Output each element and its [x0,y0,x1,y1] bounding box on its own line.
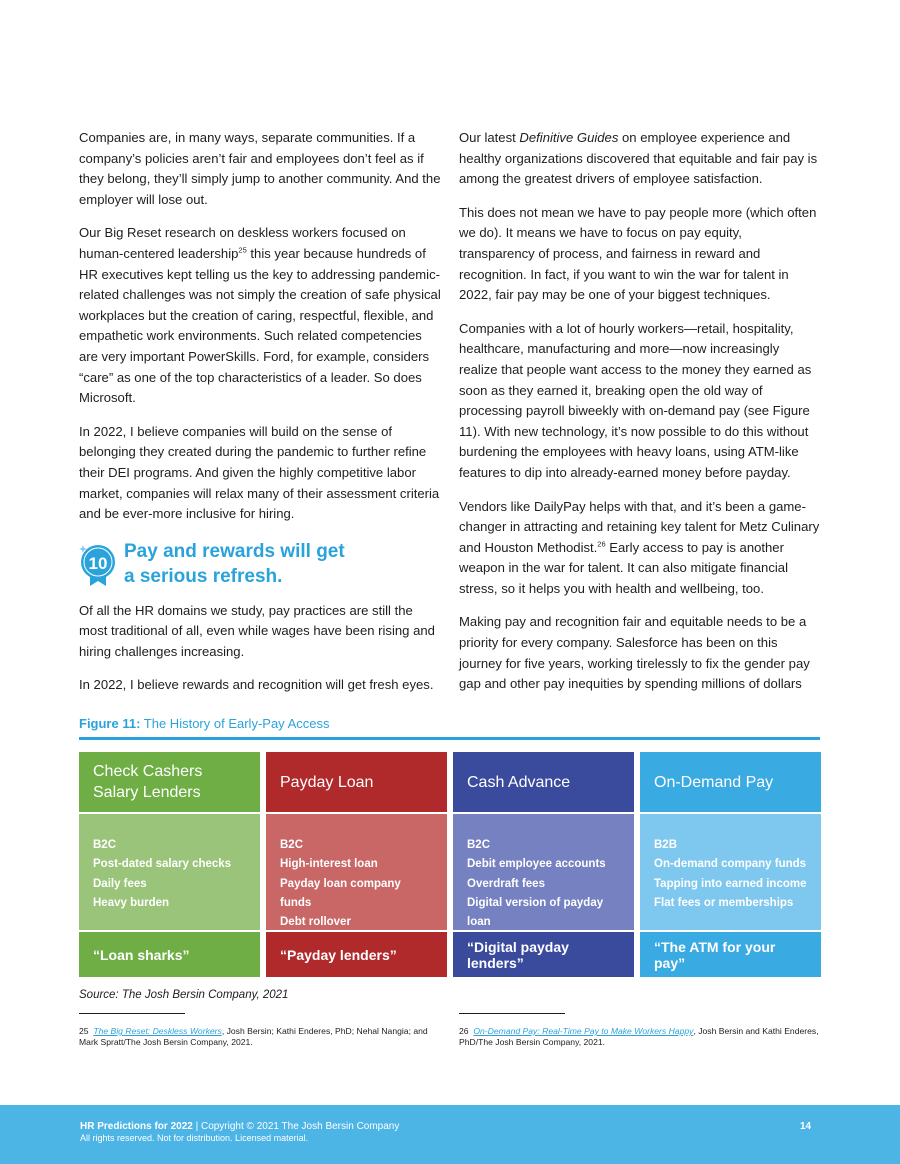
column-line: High-interest loan [280,858,378,871]
paragraph [79,223,441,408]
copyright-text: | Copyright © 2021 The Josh Bersin Company [192,1121,400,1132]
report-title: HR Predictions for 2022 [80,1121,193,1132]
section-title-line: a serious refresh. [124,565,283,587]
column-line: Digital version of payday loan [467,896,604,929]
footnote-text: , Josh Bersin and Kathi Enderes, PhD/The Josh Bersin Company, 2021. [459,1026,819,1047]
column-header: Cash Advance [453,752,634,812]
footnote-ref[interactable]: 25 [238,245,247,255]
column-header: On-Demand Pay [640,752,821,812]
column-body [79,814,260,930]
column-line: Debt rollover [280,916,351,929]
figure-title: The History of Early-Pay Access [140,716,330,731]
column-line: Flat fees or memberships [654,896,794,909]
paragraph-text: this year because hundreds of HR executives kept telling us the key to addressing pandemic-related challenges was not simply the creation of safe physical workplaces but the creation of caring, respectful, flexible, and empathetic work environments. Such related competencies are very important PowerSkills. Ford, for example, considers “care” as one of the top characteristics of a leader. So does Microsoft. [79,245,441,406]
page-number: 14 [800,1121,812,1132]
section-title-line: Pay and rewards will get [124,540,345,562]
column-line: B2C [467,839,491,851]
paragraph-text: Our Big Reset research on deskless workers focused on human-centered leadership [79,225,406,261]
paragraph: In 2022, I believe rewards and recognition will get fresh eyes. [79,677,434,693]
paragraph: Of all the HR domains we study, pay practices are still the most traditional of all, even while wages have been rising and hiring challenges increasing. [79,602,435,659]
column-header: Payday Loan [266,752,447,812]
paragraph: Companies are, in many ways, separate communities. If a company’s policies aren’t fair and employees don’t feel as if they belong, they’ll simply jump to another community. And the employer will lose out. [79,130,441,207]
right-column [459,128,821,708]
footnote-link[interactable]: On-Demand Pay: Real-Time Pay to Make Workers Happy [473,1026,694,1036]
footnote-divider [459,1013,565,1014]
column-footer: “Digital payday lenders” [453,932,634,977]
section-heading [79,539,441,595]
footnote-number: 26 [459,1026,469,1036]
column-line: Tapping into earned income [654,877,807,890]
figure-caption [79,716,820,740]
figure-label: Figure 11: [79,716,141,731]
column-footer: “Loan sharks” [79,932,260,977]
table-column [266,752,447,977]
section-title [124,539,345,589]
footer-copyright [80,1121,399,1132]
footnote-ref[interactable]: 26 [597,539,606,549]
column-body [266,814,447,930]
emphasis-text: Definitive Guides [519,130,619,145]
paragraph-text: Early access to pay is another weapon in the war for talent. It can also mitigate financial stress, so it helps you with health and wellbeing, too. [459,539,788,596]
column-line: B2C [93,839,117,851]
table-column [453,752,634,977]
column-line: Heavy burden [93,896,170,909]
paragraph [459,497,821,600]
footer-rights: All rights reserved. Not for distribution. Licensed material. [80,1133,309,1143]
ribbon-badge-icon [79,543,117,587]
column-footer: “The ATM for your pay” [640,932,821,977]
paragraph: Companies with a lot of hourly workers—retail, hospitality, healthcare, manufacturing and more—now increasingly realize that people want access to the money they earned as soon as they earned it, breaking open the old way of processing payroll biweekly with on-demand pay (see Figure 11). With new technology, it’s now possible to do this without burdening the employees with heavy loans, using ATM-like features to dip into already-earned money before payday. [459,320,812,480]
page-footer [0,1105,900,1164]
footnote-link[interactable]: The Big Reset: Deskless Workers [93,1026,222,1036]
column-header: Check Cashers Salary Lenders [79,752,260,812]
paragraph: Making pay and recognition fair and equitable needs to be a priority for every company. Salesforce has been on this journey for five years, working tirelessly to fix the gender pay gap and other pay inequities by spending millions of dollars [459,614,810,692]
paragraph-text: on employee experience and healthy organizations discovered that equitable and fair pay is among the greatest drivers of employee satisfaction. [459,130,818,187]
table-column [640,752,821,977]
paragraph: In 2022, I believe companies will build on the sense of belonging they created during the pandemic to further refine their DEI programs. And given the highly competitive labor market, companies will relax many of their assessment criteria and be ever-more inclusive for hiring. [79,423,440,522]
column-footer: “Payday lenders” [266,932,447,977]
column-line: Overdraft fees [467,877,545,890]
column-line: Debit employee accounts [467,858,606,871]
column-line: B2B [654,839,678,851]
footnote [79,1026,439,1048]
column-body [640,814,821,930]
table-column [79,752,260,977]
column-body [453,814,634,930]
paragraph-text: Vendors like DailyPay helps with that, and it’s been a game-changer in attracting and retaining key talent for Metz Culinary and Houston Methodist. [459,498,820,555]
paragraph [459,128,821,190]
left-column [79,128,441,709]
figure-source: Source: The Josh Bersin Company, 2021 [79,989,289,1001]
footnote-text: , Josh Bersin; Kathi Enderes, PhD; Nehal Nangia; and Mark Spratt/The Josh Bersin Company, 2021. [79,1026,428,1047]
paragraph-text: Our latest [459,130,520,145]
column-line: On-demand company funds [654,858,807,871]
column-line: Post-dated salary checks [93,858,232,871]
column-line: Payday loan company funds [280,877,401,909]
footnote-divider [79,1013,185,1014]
column-line: Daily fees [93,877,147,890]
section-number: 10 [88,553,108,573]
footnote-number: 25 [79,1026,89,1036]
footnote [459,1026,819,1048]
paragraph: This does not mean we have to pay people more (which often we do). It means we have to focus on pay equity, transparency of process, and fairness in reward and recognition. In fact, if you want to win the war for talent in 2022, fair pay may be one of your biggest techniques. [459,204,817,303]
column-line: B2C [280,839,304,851]
